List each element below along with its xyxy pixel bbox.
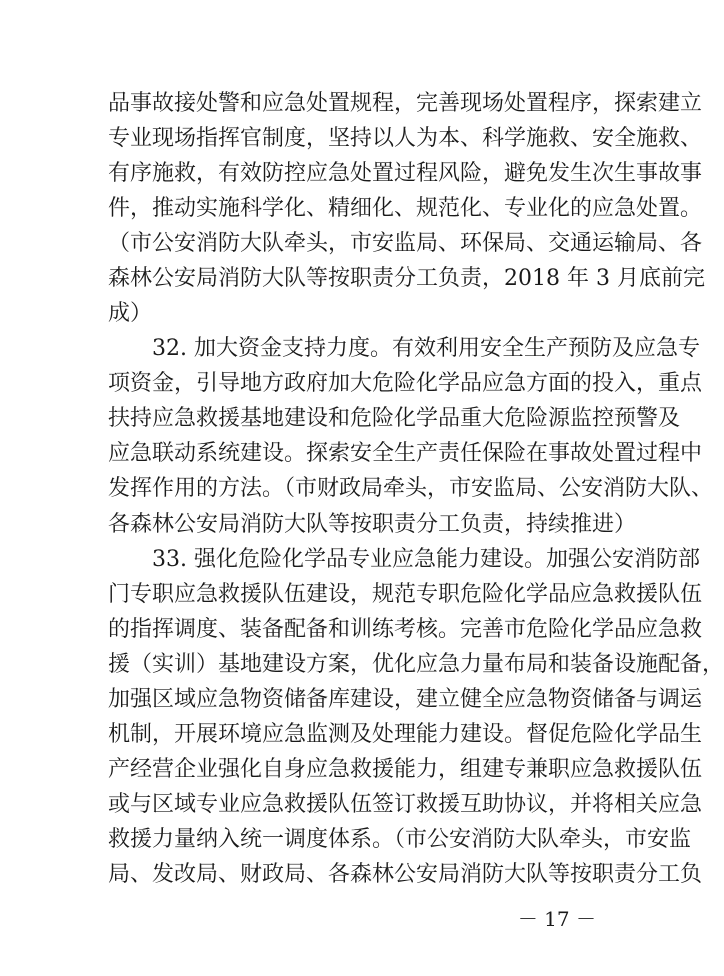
text-line: 项资金，引导地方政府加大危险化学品应急方面的投入，重点 [108, 371, 703, 397]
paragraph-32-heading-line: 32. 加大资金支持力度。有效利用安全生产预防及应急专 [152, 336, 700, 362]
text-line: 援（实训）基地建设方案，优化应急力量布局和装备设施配备， [108, 651, 724, 677]
text-line: 各森林公安局消防大队等按职责分工负责，持续推进） [108, 511, 637, 537]
text-line: 应急联动系统建设。探索安全生产责任保险在事故处置过程中 [108, 441, 703, 467]
text-line: 产经营企业强化自身应急救援能力，组建专兼职应急救援队伍 [108, 756, 703, 782]
text-line: 局、发改局、财政局、各森林公安局消防大队等按职责分工负 [108, 861, 703, 887]
text-line: 有序施救，有效防控应急处置过程风险，避免发生次生事故事 [108, 161, 703, 187]
text-line: 加强区域应急物资储备库建设，建立健全应急物资储备与调运 [108, 686, 703, 712]
page-number: － 17 － [517, 907, 596, 931]
text-line: 森林公安局消防大队等按职责分工负责，2018 年 3 月底前完 [108, 266, 705, 292]
text-line: 件，推动实施科学化、精细化、规范化、专业化的应急处置。 [108, 196, 703, 222]
text-line: （市公安消防大队牵头，市安监局、环保局、交通运输局、各 [108, 231, 703, 257]
text-line: 救援力量纳入统一调度体系。（市公安消防大队牵头，市安监 [108, 826, 692, 852]
text-line: 品事故接处警和应急处置规程，完善现场处置程序，探索建立 [108, 91, 703, 116]
paragraph-33-heading-line: 33. 强化危险化学品专业应急能力建设。加强公安消防部 [152, 546, 700, 572]
text-line: 成） [108, 301, 153, 327]
text-line: 门专职应急救援队伍建设，规范专职危险化学品应急救援队伍 [108, 581, 703, 607]
text-line: 扶持应急救援基地建设和危险化学品重大危险源监控预警及 [108, 406, 681, 432]
text-line: 专业现场指挥官制度，坚持以人为本、科学施救、安全施救、 [108, 126, 703, 152]
text-line: 发挥作用的方法。（市财政局牵头，市安监局、公安消防大队、 [108, 476, 714, 502]
text-line: 机制，开展环境应急监测及处理能力建设。督促危险化学品生 [108, 721, 703, 747]
text-line: 的指挥调度、装备配备和训练考核。完善市危险化学品应急救 [108, 616, 703, 642]
text-line: 或与区域专业应急救援队伍签订救援互助协议，并将相关应急 [108, 791, 703, 817]
